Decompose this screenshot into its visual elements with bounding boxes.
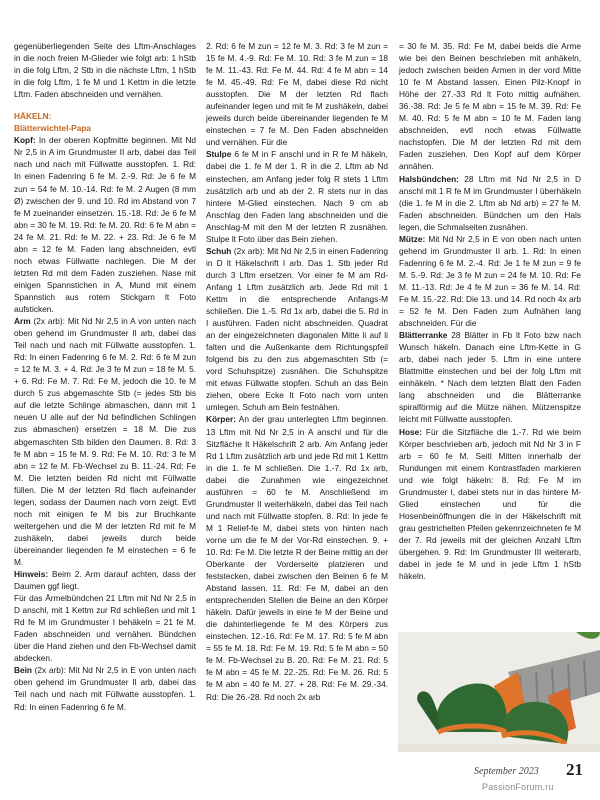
hinweis-text: Beim 2. Arm darauf achten, dass der Daumen ggf liegt. <box>14 569 196 592</box>
intro-paragraph: gegenüberliegenden Seite des Lftm-Anschlages in die noch freien M-Glieder wie folgt arb: 1 hStb in die folg Lftm, 2 Stb in die nächste Lftm, 1 hStb in die folg Lftm, 1 fe M und 1 Kettm in die letzte Lftm. Faden abschneiden und vernähen. <box>14 41 196 100</box>
bein-paragraph <box>14 664 196 712</box>
section-heading: HÄKELN: <box>14 111 52 122</box>
koerper-paragraph <box>206 413 388 702</box>
section-subheading: Blätterwichtel-Papa <box>14 123 91 134</box>
hose-paragraph <box>399 426 581 583</box>
arm-text: (2x arb): Mit Nd Nr 2,5 in A von unten nach oben gehend im Grundmuster II arb, dabei das Teil nach und nach mit Füllwatte ausstopfen. 1. Rd: In einen Fadenring 6 fe M. 2. Rd: 6 fe M zun = 12 fe M. 3. + 4. Rd: Je 3 fe M zun = 18 fe M. 5. + 6. Rd: Fe M. 7. Rd: Fe M, jedoch die 10. fe M durch 5 zus abgemaschte Stb (= jedes Stb bis auf die letzte Schlinge abmaschen, dann mit 1 neuen U alle auf der Nd befindlichen Schlingen zus abmaschen) ersetzen = 18 M. Die zus abgemaschten Stb bilden den Daumen. 8. Rd: 3 fe M abn = 15 fe M. 9. Rd: Fe M. 10. Rd: 3 fe M abn = 12 fe M. Fb-Wechsel zu B. 11.-24. Rd: Fe M. Die letzten beiden Rd nicht mit Füllwatte füllen. Die M der letzten Rd flach aufeinander legen, sodass der Daumen nach vorn zeigt. Evtl noch mit einigen fe M bis zur Bruchkante weitergehen und die M der letzten Rd mit fe M zushäkeln, dabei jeweils durch beide übereinander liegenden fe M einstechen = 6 fe M. <box>14 316 196 567</box>
hals-text: 28 Lftm mit Nd Nr 2,5 in D anschl mit 1 R fe M im Grundmuster I überhäkeln (die 1. fe M in die 2. Lftm ab Nd arb) = 27 fe M. Faden abschneiden. Bündchen um den Hals legen, die Schmalseiten zusnähen. <box>399 173 582 232</box>
hinweis-label: Hinweis: <box>14 569 49 580</box>
stulpe-text: 6 fe M in F anschl und in R fe M häkeln, dabei die 1. fe M der 1. R in die 2. Lftm ab Nd einstechen, am Anfang jeder folg R stets 1 Lftm zusätzlich arb und ab der 2. R stets nur in das hintere M-Glied einstechen. Nach 9 cm ab Anschlag den Faden lang abschneiden und die Anschlag-M mit den M der letzten R zusnähen. Stulpe lt Foto über das Bein ziehen. <box>206 149 388 244</box>
arm-paragraph <box>14 315 196 568</box>
muetze-paragraph <box>399 233 581 329</box>
blaetter-label: Blätterranke <box>399 330 448 341</box>
schuh-label: Schuh <box>206 245 232 256</box>
bein-continued-paragraph: 2. Rd: 6 fe M zun = 12 fe M. 3. Rd: 3 fe M zun = 15 fe M. 4.-9. Rd: Fe M. 10. Rd: 3 fe M zun = 18 fe M. 11.-43. Rd: Fe M. 44. Rd: 4 fe M abn = 14 fe M. 45.-49. Rd: Fe M, dabei diese Rd nicht ausstopfen. Die M der letzten Rd flach aufeinander legen und mit fe M zushäkeln, dabei jeweils durch beide übereinander liegenden fe M einstechen = 7 fe M. Den Faden abschneiden und vernähen. Für die <box>206 41 388 148</box>
koerper-text: An der grau unterlegten Lftm beginnen. 13 Lftm mit Nd Nr 2,5 in A anschl und für die Sitzfläche lt Häkelschrift 2 arb. Am Anfang jeder Rd 1 Lftm zusätzlich arb und jede Rd mit 1 Kettm in die 1. fe M schließen. Die 1.-7. Rd 1x arb, dabei die Zunahmen wie eingezeichnet ausführen = 60 fe M. Anschließend im Grundmuster II weiterhäkeln, dabei das Teil nach und nach mit Füllwatte stopfen. 8. Rd: In jede fe M 1 Relief-fe M, dabei stets von hinten nach vorne um die fe M der Vor-Rd einstechen. 9. + 10. Rd: Fe M. Die letzte R der Beine mittig an der Oberkante der Vorderseite platzieren und feststecken, dabei zwischen den Beinen 6 fe M Abstand lassen. 11. Rd: Fe M, dabei an den entsprechenden Stellen die Beine an den Körper häkeln. Dafür jeweils in eine fe M der Beine und die dahinterliegende fe M des Körpers zus einstechen. 12.-16. Rd: Fe M. 17. Rd: 5 fe M abn = 55 fe M. 18. Rd: Fe M. 19. Rd: 5 fe M abn = 50 fe M. Fb-Wechsel zu B. 20. Rd: Fe M. 21. Rd: 5 fe M abn = 45 fe M. 22.-25. Rd: Fe M. 26. Rd: 5 fe M abn = 40 fe M. 27. + 28. Rd: Fe M. 29.-34. Rd: Die 26.-28. Rd noch 2x arb <box>206 414 389 702</box>
blaetter-paragraph <box>399 329 581 425</box>
hose-label: Hose: <box>399 426 423 437</box>
bein-text: (2x arb): Mit Nd Nr 2,5 in E von unten nach oben gehend im Grundmuster II arb, dabei das Teil nach und nach mit Füllwatte ausstopfen. 1. Rd: In einen Fadenring 6 fe M. <box>14 665 196 712</box>
crochet-shoes-photo <box>398 632 600 752</box>
hals-paragraph <box>399 173 581 233</box>
text-column-middle <box>206 40 388 703</box>
text-column-right <box>399 40 581 582</box>
kopf-label: Kopf: <box>14 135 36 146</box>
aermel-paragraph: Für das Ärmelbündchen 21 Lftm mit Nd Nr 2,5 in D anschl, mit 1 Kettm zur Rd schließen und mit 1 Rd fe M im Grundmuster I behäkeln = 21 fe M. Faden abschneiden und vernähen. Bündchen über die Hand ziehen und den Fb-Wechsel damit abdecken. <box>14 593 196 664</box>
schuh-paragraph <box>206 245 388 414</box>
stulpe-label: Stulpe <box>206 149 232 160</box>
koerper-label: Körper: <box>206 414 236 425</box>
blaetter-text: 28 Blätter in Fb lt Foto bzw nach Wunsch häkeln. Danach eine Lftm-Kette in G arb, dabei nach jeder 5. Lftm in eine untere Blattmitte einstechen und bei der folg Lftm mit einhäkeln. * Nach dem letzten Blatt den Faden lang abschneiden und die Blätterranke spiralförmig auf die Mütze nähen. Mützenspitze leicht mit Füllwatte ausstopfen. <box>399 330 581 425</box>
schuh-text: (2x arb): Mit Nd Nr 2,5 in einen Fadenring in D lt Häkelschrift I arb. Das 1. Stb jeder Rd durch 3 Lftm ersetzen. Vor einer fe M am Rd-Anfang 1 Lftm zusätzlich arb. Jede Rd mit 1 Kettm in die entsprechende Anfangs-M schließen. Die 1.-5. Rd 1x arb, dabei die 5. Rd in I ausführen. Faden nicht abschneiden. Quadrat an der eingezeichneten diagonalen Mitte li auf li falten und die Außenkante dem Richtungspfeil folgend bis zu den zus abgemaschten Stb (= vord Schuhspitze) zusnähen. Die Schuhspitze mit etwas Füllwatte stopfen. Schuh an das Bein ziehen, obere Ecke lt Foto nach vorn unten umlegen. Schuh am Bein festnähen. <box>206 245 388 413</box>
stulpe-paragraph <box>206 148 388 244</box>
hose-text: Für die Sitzfläche die 1.-7. Rd wie beim Körper beschrieben arb, jedoch mit Nd Nr 3 in F arb = 60 fe M. Seitl Mitten innerhalb der Rundungen mit einem Kontrastfaden markieren und wie folgt häkeln: 8. Rd: Fe M im Grundmuster I, dabei stets nur in das hintere M-Glied einstechen und für die Hosenbeinöffnungen die in der Häkelschrift mit grau gestrichelten Pfeilen gekennzeichneten fe M der 7. Rd jeweils mit der gleichen Anzahl Lftm übergehen. 9. Rd: Im Grundmuster III weiterarb, dabei in jede fe M und in jede Lftm 1 hStb häkeln. <box>399 426 581 582</box>
bein-label: Bein <box>14 665 32 676</box>
text-column-left <box>14 40 196 713</box>
hinweis-paragraph <box>14 568 196 592</box>
kopf-paragraph <box>14 134 196 315</box>
muetze-text: Mit Nd Nr 2,5 in E von oben nach unten gehend im Grundmuster II arb. 1. Rd: In einen Fadenring 6 fe M. 2.-4. Rd: Je 1 fe M zun = 9 fe M. 5.-9. Rd: Je 3 fe M zun = 24 fe M. 10. Rd: Fe M. 11.-13. Rd: Je 4 fe M zun = 36 fe M. 14. Rd: Fe M. 15.-22. Rd: Die 13. und 14. Rd noch 4x arb = 52 fe M. Den Faden zum Aufnähen lang abschneiden. Für die <box>399 233 581 329</box>
crochet-shoes-illustration <box>398 632 600 752</box>
koerper-continued-paragraph: = 30 fe M. 35. Rd: Fe M, dabei beids die Arme wie bei den Beinen beschrieben mit anhäkeln, jedoch zwischen beiden Armen in der vord Mitte 10 fe M Abstand lassen. Einen Pilz-Knopf in Höhe der 27.-33 Rd lt Foto mittig aufnähen. 36.-38. Rd: Je 5 fe M abn = 15 fe M. 39. Rd: Fe M. 40. Rd: 5 fe M abn = 10 fe M. Faden lang abschneiden, evtl noch etwas Füllwatte nachstopfen. Die M der letzten Rd mit dem Faden zusziehen. Den Kopf auf dem Körper annähen. <box>399 41 581 172</box>
hals-label: Halsbündchen: <box>399 173 459 184</box>
kopf-text: In der oberen Kopfmitte beginnen. Mit Nd Nr 2,5 in A im Grundmuster II arb, dabei das Teil nach und nach mit Füllwatte ausstopfen. 1. Rd: In einen Fadenring 6 fe M. 2.-9. Rd: Je 6 fe M zun = 54 fe M. 10.-14. Rd: fe M. 2 Augen (8 mm Ø) zwischen der 9. und 10. Rd im Abstand von 7 fe M zueinander einsetzen. 15.-18. Rd: Je 6 fe M abn = 30 fe M. 19. Rd: fe M. 20. Rd: 6 fe M abn = 24 fe M. 21. Rd: fe M. 22. + 23. Rd: Je 6 fe M abn = 12 fe M. Faden lang abschneiden, evtl noch etwas Füllwatte nachlegen. Die M der letzten Rd mit dem Faden zusziehen. Nase mit einigen Spannstichen in A, Mund mit einem Spannstich aus rotem Stickgarn lt Foto aufsticken. <box>14 135 196 314</box>
muetze-label: Mütze: <box>399 233 426 244</box>
watermark-text: PassionForum.ru <box>482 782 554 792</box>
page-number: 21 <box>566 760 583 779</box>
footer-month: September 2023 <box>474 766 539 777</box>
arm-label: Arm <box>14 316 31 327</box>
